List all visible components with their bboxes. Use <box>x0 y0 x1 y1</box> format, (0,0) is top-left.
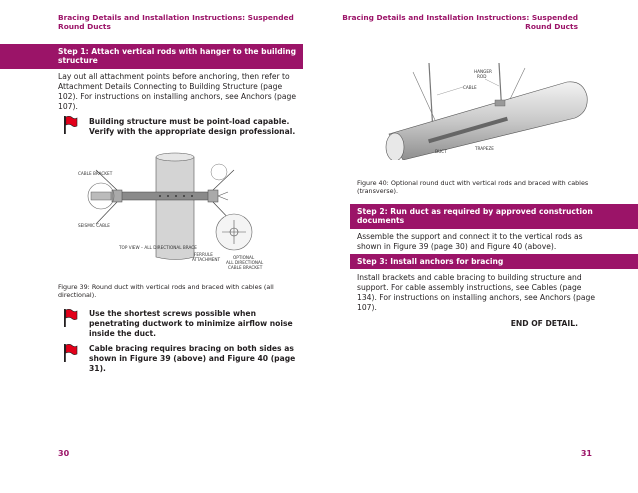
label-cable-bracket-2: CABLE BRACKET <box>228 265 263 270</box>
step2-heading: Step 2: Run duct as required by approved construction documents <box>350 204 638 229</box>
label-hanger: HANGER <box>474 69 492 74</box>
label-cable: CABLE <box>463 85 477 90</box>
figure-39-illustration <box>76 152 306 274</box>
running-head: Bracing Details and Installation Instructions: Suspended Round Ducts <box>342 13 578 31</box>
label-top-view: TOP VIEW – ALL DIRECTIONAL BRACE <box>119 245 197 250</box>
figure-40-illustration <box>375 60 605 160</box>
label-rod: ROD <box>477 74 487 79</box>
label-optional: OPTIONAL <box>233 255 255 260</box>
label-duct: DUCT <box>435 149 447 154</box>
figure-40-caption: Figure 40: Optional round duct with vertical rods and braced with cables (transverse). <box>357 179 589 196</box>
page-number: 30 <box>58 449 70 458</box>
page-number: 31 <box>580 449 592 458</box>
step1-body: Lay out all attachment points before anchoring, then refer to Attachment Details Connecting to Building Structure (page 102). For instructions on installing anchors, see Anchors (page 107). <box>58 72 296 111</box>
warning-cable-bracing: Cable bracing requires bracing on both sides as shown in Figure 39 (above) and Figure 40 (page 31). <box>89 344 296 373</box>
label-ferrule: FERRULE <box>194 252 213 257</box>
label-seismic-cable: SEISMIC CABLE <box>78 223 110 228</box>
right-page <box>319 0 638 493</box>
label-cable-bracket: CABLE BRACKET <box>78 171 113 176</box>
step3-body: Install brackets and cable bracing to building structure and support. For cable assembly instructions, see Cables (page 134). For instructions on installing anchors, see Anchors (page 107). <box>357 273 595 312</box>
step3-heading: Step 3: Install anchors for bracing <box>350 254 638 269</box>
label-trapeze: TRAPEZE <box>475 146 494 151</box>
warning-flag-icon <box>63 308 78 328</box>
warning-flag-icon <box>63 343 78 363</box>
end-of-detail: END OF DETAIL. <box>510 319 578 328</box>
label-all-directional: ALL DIRECTIONAL <box>226 260 264 265</box>
warning-point-load: Building structure must be point-load capable. Verify with the appropriate design professional. <box>89 117 296 136</box>
step2-body: Assemble the support and connect it to the vertical rods as shown in Figure 39 (page 30) and Figure 40 (above). <box>357 232 583 251</box>
running-head: Bracing Details and Installation Instructions: Suspended Round Ducts <box>58 13 294 31</box>
warning-flag-icon <box>63 115 78 135</box>
warning-shortest-screws: Use the shortest screws possible when penetrating ductwork to minimize airflow noise inside the duct. <box>89 309 293 338</box>
label-attachment: ATTACHMENT <box>192 257 221 262</box>
step1-heading: Step 1: Attach vertical rods with hanger to the building structure <box>0 44 303 69</box>
figure-39-caption: Figure 39: Round duct with vertical rods and braced with cables (all directional). <box>58 283 274 300</box>
